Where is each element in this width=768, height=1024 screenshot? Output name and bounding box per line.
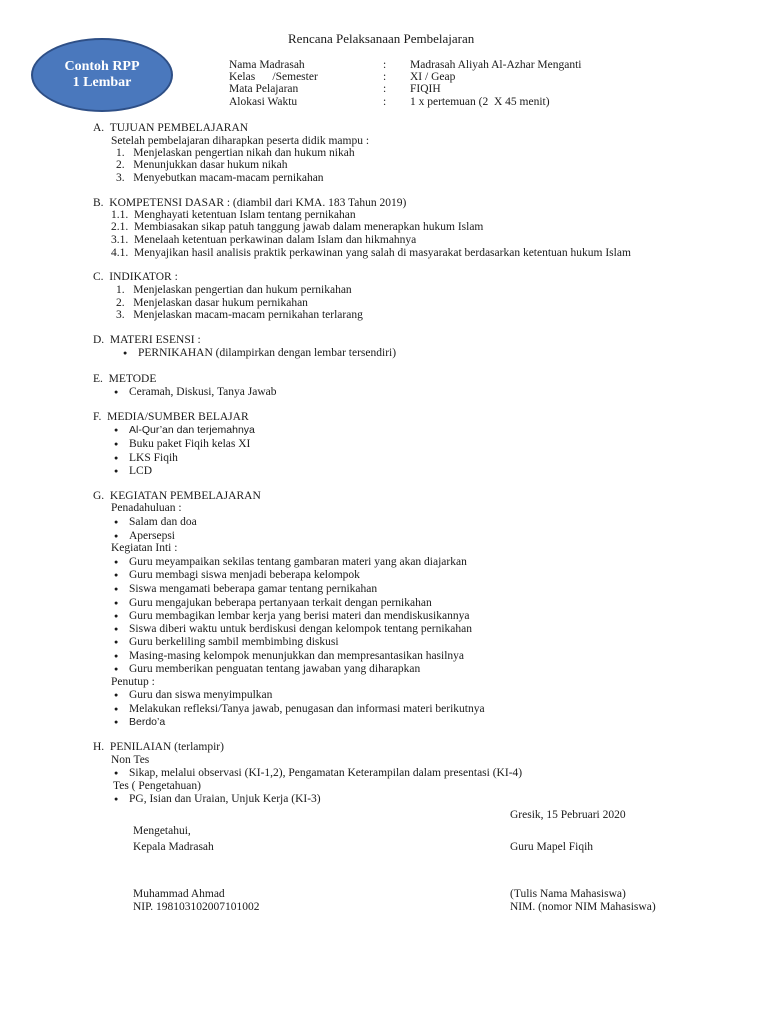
section-d-heading: D. MATERI ESENSI : [93, 334, 201, 346]
list-item: 4.1. Menyajikan hasil analisis praktik perkawinan yang salah di masyarakat berdasarkan ketentuan hukum Islam [111, 247, 631, 259]
list-item: ● LKS Fiqih [129, 452, 178, 465]
list-item: 2. Menunjukkan dasar hukum nikah [116, 159, 288, 171]
info-label: Mata Pelajaran [229, 83, 299, 95]
left-nip: NIP. 198103102007101002 [133, 901, 260, 913]
badge-line2: 1 Lembar [72, 75, 132, 90]
list-item: ● Ceramah, Diskusi, Tanya Jawab [129, 386, 277, 399]
list-item: ● Apersepsi [129, 530, 175, 543]
tes-label: Tes ( Pengetahuan) [113, 780, 201, 792]
list-item: ● Melakukan refleksi/Tanya jawab, penugasan dan informasi materi berikutnya [129, 703, 485, 716]
nontes-label: Non Tes [111, 754, 150, 766]
mengetahui-label: Mengetahui, [133, 825, 191, 837]
list-item: 1. Menjelaskan pengertian dan hukum pernikahan [116, 284, 352, 296]
section-f-heading: F. MEDIA/SUMBER BELAJAR [93, 411, 249, 423]
info-colon: : [383, 59, 387, 71]
list-item: ● Guru dan siswa menyimpulkan [129, 689, 272, 702]
list-item: ● Al-Qur’an dan terjemahnya [129, 424, 255, 437]
list-item: 3.1. Menelaah ketentuan perkawinan dalam Islam dan hikmahnya [111, 234, 417, 246]
info-label: Nama Madrasah [229, 59, 305, 71]
list-item: ● Siswa mengamati beberapa gamar tentang pernikahan [129, 583, 377, 596]
list-item: ● Buku paket Fiqih kelas XI [129, 438, 250, 451]
list-item: ● Berdo’a [129, 716, 165, 729]
list-item: ● Salam dan doa [129, 516, 197, 529]
contoh-rpp-badge [31, 38, 173, 112]
list-item: ● PERNIKAHAN (dilampirkan dengan lembar tersendiri) [138, 347, 396, 360]
list-item: ● Guru meyampaikan sekilas tentang gambaran materi yang akan diajarkan [129, 556, 467, 569]
list-item: ● LCD [129, 465, 152, 478]
info-value: XI / Geap [410, 71, 456, 83]
list-item: ● Guru mengajukan beberapa pertanyaan terkait dengan pernikahan [129, 597, 432, 610]
list-item: 2. Menjelaskan dasar hukum pernikahan [116, 297, 308, 309]
left-role: Kepala Madrasah [133, 841, 214, 853]
info-colon: : [383, 96, 387, 108]
list-item: ● Guru berkeliling sambil membimbing diskusi [129, 636, 339, 649]
left-name: Muhammad Ahmad [133, 888, 225, 900]
list-item: ● Sikap, melalui observasi (KI-1,2), Pengamatan Keterampilan dalam presentasi (KI-4) [129, 767, 522, 780]
right-nim: NIM. (nomor NIM Mahasiswa) [510, 901, 656, 913]
list-item: ● PG, Isian dan Uraian, Unjuk Kerja (KI-3) [129, 793, 321, 806]
list-item: 3. Menyebutkan macam-macam pernikahan [116, 172, 324, 184]
list-item: 3. Menjelaskan macam-macam pernikahan terlarang [116, 309, 363, 321]
info-value: Madrasah Aliyah Al-Azhar Menganti [410, 59, 582, 71]
list-item: 2.1. Membiasakan sikap patuh tanggung jawab dalam menerapkan hukum Islam [111, 221, 484, 233]
list-item: ● Guru membagikan lembar kerja yang berisi materi dan mendiskusikannya [129, 610, 469, 623]
list-item: 1.1. Menghayati ketentuan Islam tentang pernikahan [111, 209, 356, 221]
info-label: Kelas /Semester [229, 71, 318, 83]
badge-line1: Contoh RPP [64, 59, 140, 74]
list-item: ● Siswa diberi waktu untuk berdiskusi dengan kelompok tentang pernikahan [129, 623, 472, 636]
info-colon: : [383, 83, 387, 95]
section-a-intro: Setelah pembelajaran diharapkan peserta didik mampu : [111, 135, 370, 147]
list-item: ● Guru memberikan penguatan tentang jawaban yang diharapkan [129, 663, 420, 676]
list-item: 1. Menjelaskan pengertian nikah dan hukum nikah [116, 147, 355, 159]
info-value: FIQIH [410, 83, 441, 95]
inti-label: Kegiatan Inti : [111, 542, 178, 554]
section-e-heading: E. METODE [93, 373, 157, 385]
section-g-heading: G. KEGIATAN PEMBELAJARAN [93, 490, 261, 502]
place-date: Gresik, 15 Pebruari 2020 [510, 809, 626, 821]
info-value: 1 x pertemuan (2 X 45 menit) [410, 96, 550, 108]
section-b-heading: B. KOMPETENSI DASAR : (diambil dari KMA. 183 Tahun 2019) [93, 197, 407, 209]
section-h-heading: H. PENILAIAN (terlampir) [93, 741, 224, 753]
section-a-heading: A. TUJUAN PEMBELAJARAN [93, 122, 249, 134]
page-title: Rencana Pelaksanaan Pembelajaran [288, 31, 475, 46]
list-item: ● Masing-masing kelompok menunjukkan dan mempresantasikan hasilnya [129, 650, 464, 663]
info-label: Alokasi Waktu [229, 96, 298, 108]
right-name: (Tulis Nama Mahasiswa) [510, 888, 626, 900]
list-item: ● Guru membagi siswa menjadi beberapa kelompok [129, 569, 360, 582]
info-colon: : [383, 71, 387, 83]
pendahuluan-label: Penadahuluan : [111, 502, 182, 514]
section-c-heading: C. INDIKATOR : [93, 271, 178, 283]
right-role: Guru Mapel Fiqih [510, 841, 594, 853]
penutup-label: Penutup : [111, 676, 155, 688]
